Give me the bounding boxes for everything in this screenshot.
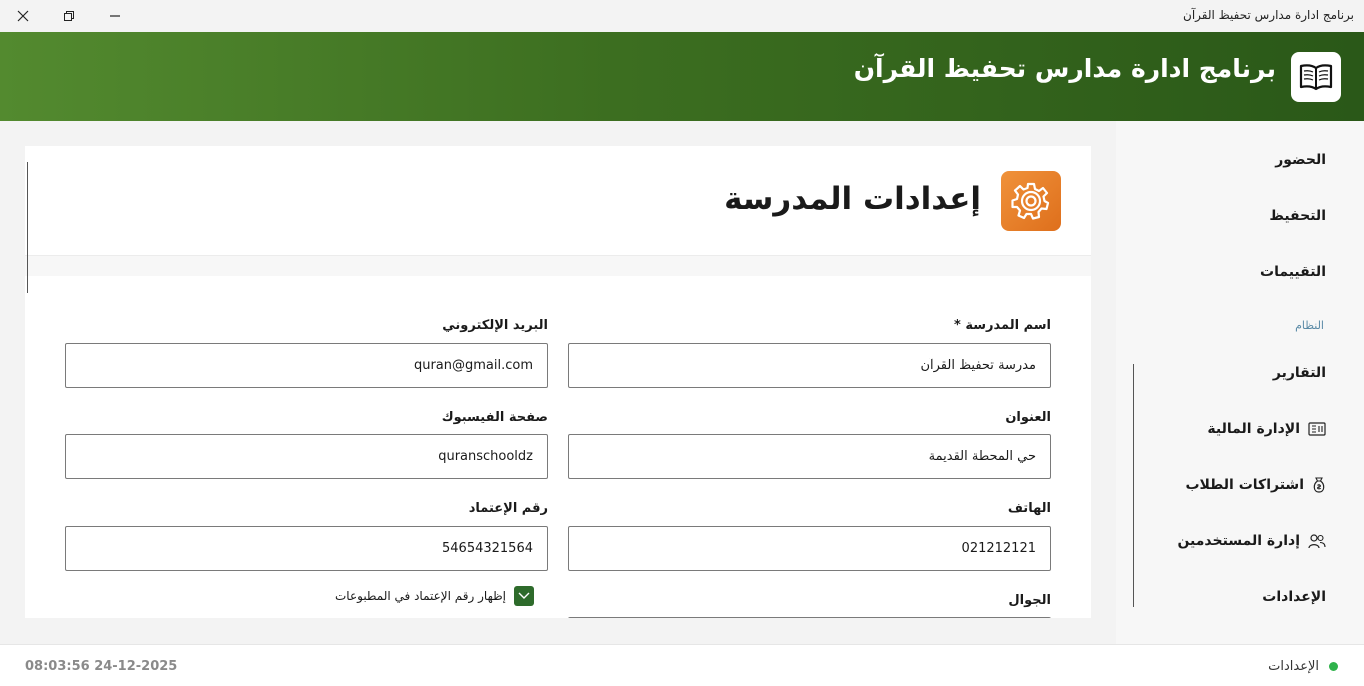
settings-badge — [1001, 171, 1061, 231]
accreditation-label: رقم الإعتماد — [468, 501, 548, 516]
sidebar-item-finance[interactable] — [1207, 411, 1326, 447]
status-bar — [0, 644, 1364, 686]
status-indicator-icon — [1329, 662, 1338, 671]
sidebar-item-subscriptions[interactable] — [1185, 467, 1326, 503]
open-book-icon — [1299, 63, 1333, 91]
email-input[interactable] — [65, 343, 548, 388]
window-title: برنامج ادارة مدارس تحفيظ القرآن — [1183, 8, 1354, 22]
sidebar-item-users[interactable] — [1177, 523, 1326, 559]
app-logo — [1291, 52, 1341, 102]
close-window-button[interactable] — [0, 0, 46, 32]
accreditation-input[interactable] — [65, 526, 548, 571]
money-bag-icon — [1312, 476, 1326, 494]
content-scrollbar[interactable] — [27, 162, 28, 293]
page-header — [25, 146, 1091, 256]
close-icon — [17, 10, 29, 22]
facebook-input[interactable] — [65, 434, 548, 479]
phone-label: الهاتف — [1007, 501, 1051, 516]
school-name-input[interactable] — [568, 343, 1051, 388]
show-accreditation-option[interactable] — [335, 586, 534, 606]
gear-icon — [1011, 181, 1051, 221]
restore-icon — [63, 10, 75, 22]
sidebar-item-label: اشتراكات الطلاب — [1185, 477, 1304, 493]
current-section-status — [1268, 659, 1338, 674]
sidebar-item-attendance[interactable] — [1275, 142, 1326, 178]
facebook-label: صفحة الفيسبوك — [441, 410, 548, 425]
current-section-label: الإعدادات — [1268, 659, 1319, 674]
title-bar — [0, 0, 1364, 32]
sidebar-item-settings[interactable] — [1262, 579, 1326, 615]
settings-panel — [25, 146, 1091, 618]
sidebar-item-label: الإعدادات — [1262, 589, 1326, 605]
show-accreditation-label: إظهار رقم الإعتماد في المطبوعات — [335, 589, 506, 603]
users-icon — [1308, 533, 1326, 549]
sidebar-scrollbar[interactable] — [1133, 364, 1134, 607]
mobile-input[interactable] — [568, 617, 1051, 618]
minimize-icon — [109, 10, 121, 22]
restore-window-button[interactable] — [46, 0, 92, 32]
sidebar-section-system: النظام — [1295, 319, 1324, 332]
header-separator — [25, 256, 1091, 276]
sidebar-item-label: التقارير — [1272, 365, 1326, 381]
mobile-label: الجوال — [1008, 593, 1051, 608]
sidebar-item-label: الحضور — [1275, 152, 1326, 168]
sidebar-item-evaluations[interactable] — [1260, 254, 1326, 290]
address-label: العنوان — [1005, 410, 1051, 425]
finance-icon — [1308, 422, 1326, 436]
sidebar-item-memorization[interactable] — [1269, 198, 1326, 234]
datetime-display: 08:03:56 24-12-2025 — [25, 659, 178, 674]
show-accreditation-checkbox[interactable] — [514, 586, 534, 606]
page-title: إعدادات المدرسة — [724, 181, 981, 217]
email-label: البريد الإلكتروني — [442, 318, 548, 333]
app-title: برنامج ادارة مدارس تحفيظ القرآن — [853, 54, 1276, 83]
school-name-label: اسم المدرسة * — [954, 318, 1051, 333]
sidebar-item-label: الإدارة المالية — [1207, 421, 1300, 437]
sidebar-item-label: التحفيظ — [1269, 208, 1326, 224]
address-input[interactable] — [568, 434, 1051, 479]
checkmark-icon — [518, 592, 530, 600]
sidebar — [1116, 121, 1364, 644]
app-header — [0, 32, 1364, 121]
sidebar-item-reports[interactable] — [1273, 355, 1326, 391]
sidebar-item-label: إدارة المستخدمين — [1177, 533, 1300, 549]
minimize-window-button[interactable] — [92, 0, 138, 32]
sidebar-item-label: التقييمات — [1260, 264, 1326, 280]
phone-input[interactable] — [568, 526, 1051, 571]
